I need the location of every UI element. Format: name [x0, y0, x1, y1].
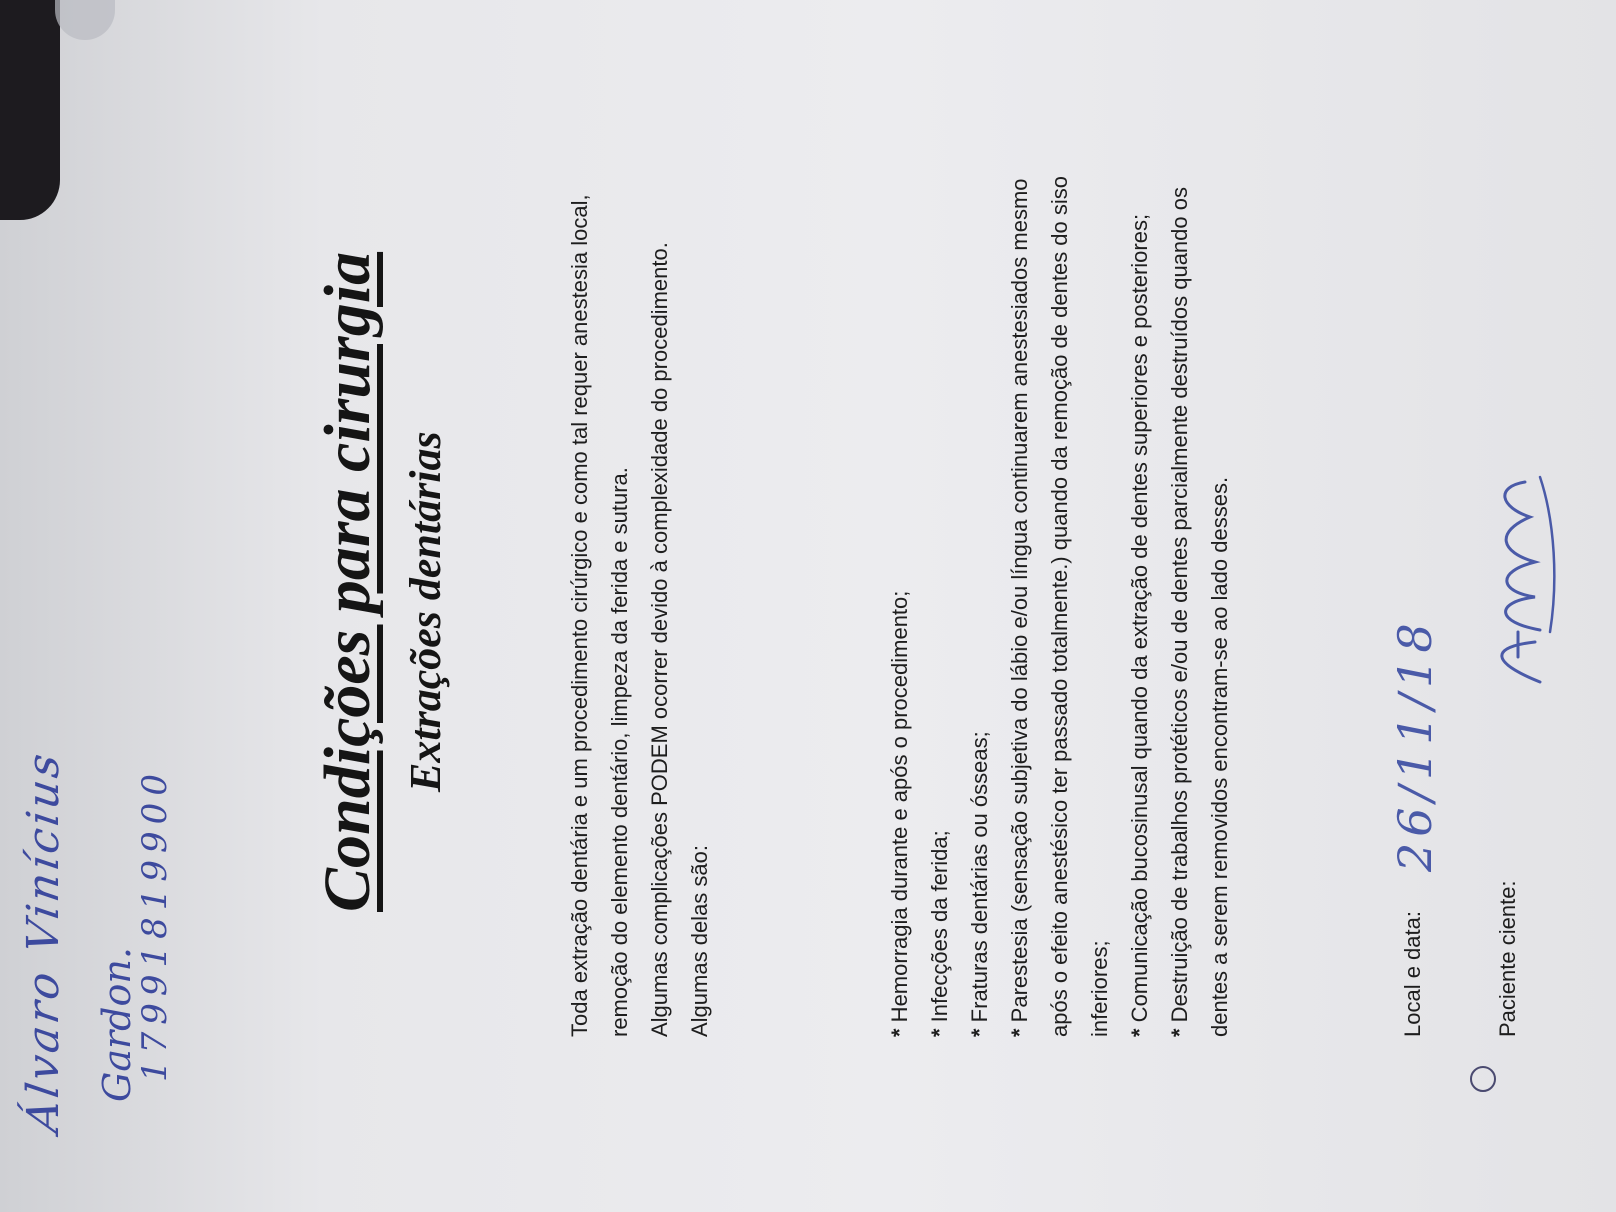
local-date-label: Local e data: [1400, 911, 1425, 1037]
list-item: * Fraturas dentárias ou ósseas; [960, 137, 1000, 1037]
complications-intro: Algumas complicações PODEM ocorrer devido à complexidade do procedimento. [647, 242, 672, 1037]
list-item: * Infecções da ferida; [920, 137, 960, 1037]
complications-list [880, 137, 1240, 1037]
handwritten-phone-label: Gardon. [95, 947, 139, 1102]
handwritten-phone-number: 17991819900 [135, 767, 175, 1082]
document-body [560, 137, 720, 1037]
list-item: * Parestesia (sensação subjetiva do lábio e/ou língua continuarem anestesiados mesmo após o efeito anestésico ter passado totalmente.) quando da remoção de dentes do siso inferiores; [1000, 137, 1120, 1037]
list-item: * Hemorragia durante e após o procedimento; [880, 137, 920, 1037]
document-subtitle: Extrações dentárias [401, 431, 450, 792]
list-item: * Comunicação bucosinusal quando da extração de dentes superiores e posteriores; [1120, 137, 1160, 1037]
intro-paragraph: Toda extração dentária e um procedimento cirúrgico e como tal requer anestesia local, remoção do elemento dentário, limpeza da ferida e sutura. [567, 194, 632, 1037]
patient-aware-label: Paciente ciente: [1495, 880, 1520, 1037]
handwritten-name: Álvaro Vinícius [18, 747, 69, 1136]
list-intro: Algumas delas são: [687, 845, 712, 1037]
circle-mark-icon [1470, 1066, 1496, 1092]
patient-signature [1480, 472, 1560, 692]
list-item: * Destruição de trabalhos protéticos e/ou de dentes parcialmente destruídos quando os dentes a serem removidos encontram-se ao lado desses. [1160, 137, 1240, 1037]
document-title: Condições para cirurgia [311, 251, 384, 912]
local-date-value: 26/11/18 [1388, 617, 1442, 872]
